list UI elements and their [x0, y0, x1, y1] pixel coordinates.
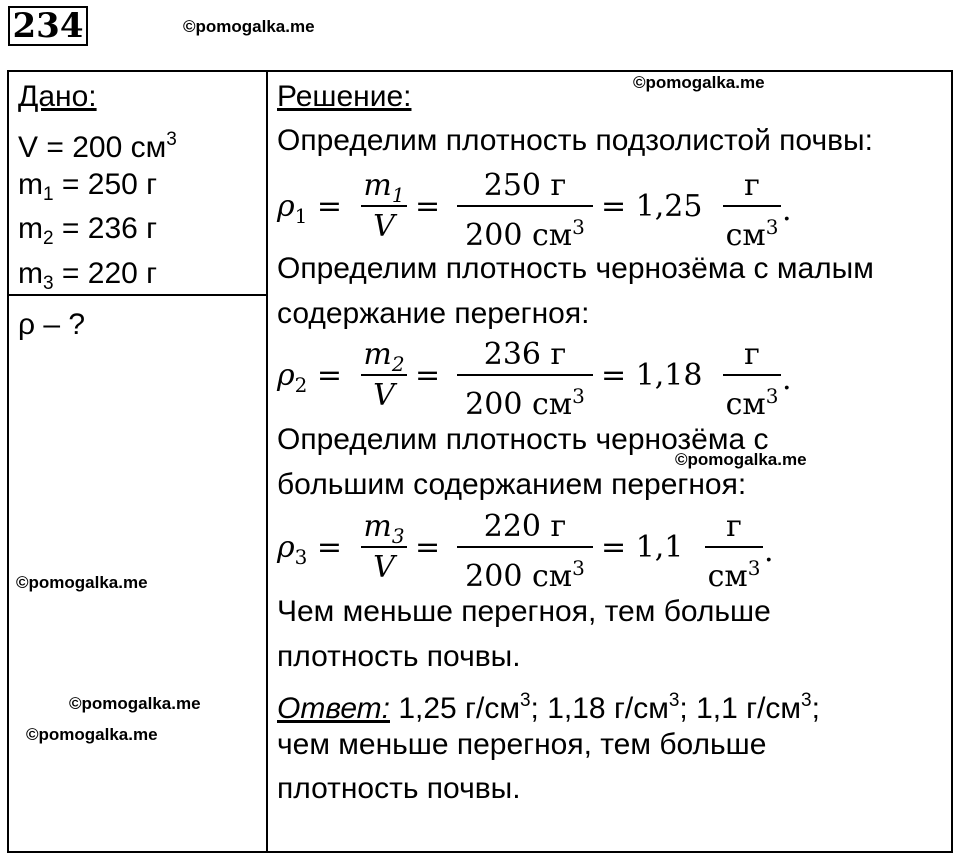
- find-text: ρ – ?: [18, 308, 86, 341]
- step-3-line-2: большим содержанием перегноя:: [277, 468, 747, 501]
- formula-rho-1: $\rho_1$ = $m_1$ V = 250 г 200 $см^3$ = 1,25 г $см^3$ .: [277, 168, 792, 253]
- solution-table: [7, 70, 953, 853]
- answer-line-2: чем меньше перегноя, тем больше: [277, 728, 767, 761]
- watermark: ©pomogalka.me: [633, 73, 765, 92]
- formula-rho-2: $\rho_2$ = $m_2$ V = 236 г 200 $см^3$ = 1,18 г $см^3$ .: [277, 337, 792, 422]
- given-mass-2: $m_2 = 236$ г: [18, 212, 158, 249]
- answer-line-1: Ответ: 1,25 $г/см^3$; 1,18 $г/см^3$; 1,1 $г/см^3$;: [277, 690, 820, 725]
- step-3-line-1: Определим плотность чернозёма с: [277, 423, 769, 456]
- conclusion-line-2: плотность почвы.: [277, 640, 521, 673]
- watermark: ©pomogalka.me: [26, 725, 158, 744]
- given-volume: V = 200 $см^3$: [18, 129, 177, 164]
- step-1-text: Определим плотность подзолистой почвы:: [277, 124, 873, 157]
- given-mass-3: $m_3 = 220$ г: [18, 257, 158, 294]
- step-2-line-1: Определим плотность чернозёма с малым: [277, 252, 874, 285]
- formula-rho-3: $\rho_3$ = $m_3$ V = 220 г 200 $см^3$ = 1,1 г $см^3$ .: [277, 509, 774, 594]
- watermark: ©pomogalka.me: [675, 450, 807, 469]
- answer-line-3: плотность почвы.: [277, 772, 521, 805]
- watermark: ©pomogalka.me: [16, 573, 148, 592]
- column-divider: [266, 72, 268, 851]
- given-mass-1: $m_1 = 250$ г: [18, 168, 158, 205]
- watermark: ©pomogalka.me: [69, 694, 201, 713]
- step-2-line-2: содержание перегноя:: [277, 297, 590, 330]
- conclusion-line-1: Чем меньше перегноя, тем больше: [277, 595, 771, 628]
- problem-number: 234: [8, 6, 88, 46]
- watermark: ©pomogalka.me: [183, 17, 315, 36]
- given-header: Дано:: [18, 80, 97, 113]
- solution-header: Решение:: [277, 80, 412, 113]
- answer-label: Ответ:: [277, 692, 390, 725]
